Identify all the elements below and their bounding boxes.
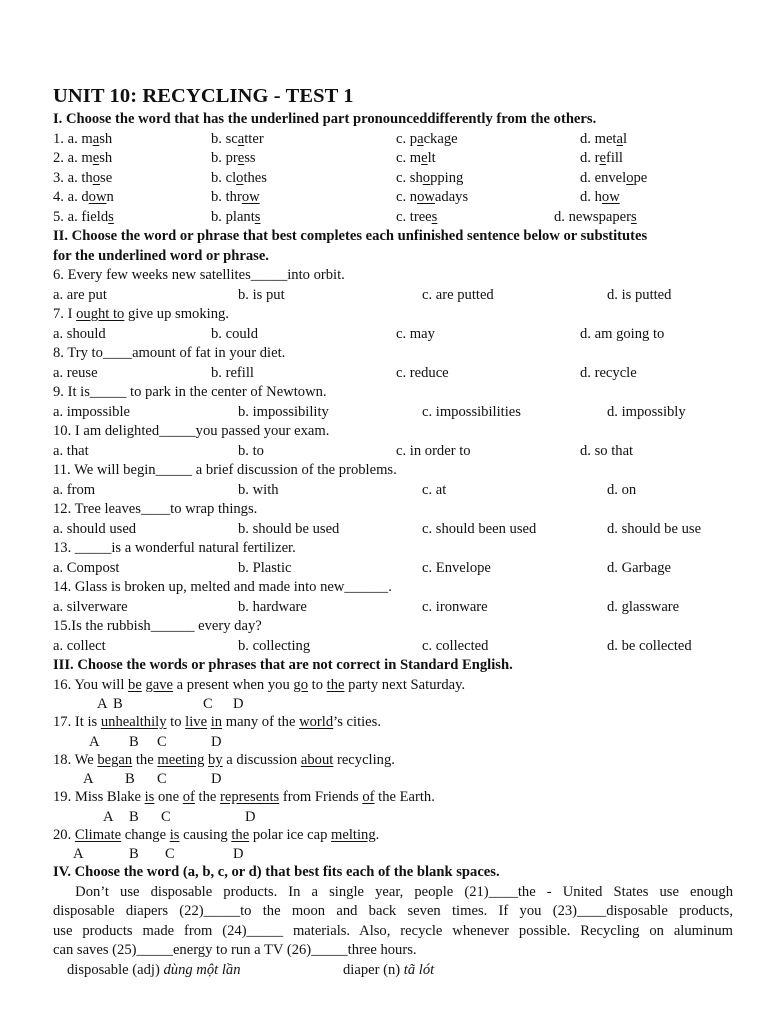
option: 5. a. fields [53,208,114,225]
option: a. from [53,481,96,498]
section-1-heading: I. Choose the word that has the underlined part pronounceddifferently from the others. [53,111,597,127]
label-a: A [83,771,94,787]
option: b. refill [211,364,254,381]
question: 7. I ought to give up smoking. [53,306,229,322]
option: b. plants [211,208,261,225]
answer-options [53,481,733,501]
option: c. collected [422,637,489,654]
label-a: A [97,696,108,712]
question: 10. I am delighted_____you passed your exam. [53,423,330,439]
option: b. collecting [238,637,311,654]
label-d: D [245,808,256,825]
option: d. is putted [607,286,672,303]
error-labels [53,845,733,863]
option: 4. a. down [53,189,114,205]
option: c. Envelope [422,559,491,576]
question: 11. We will begin_____ a brief discussion of the problems. [53,462,397,478]
option: d. newspapers [554,208,637,225]
section-2-heading [53,227,733,266]
label-b: B [129,846,139,862]
option: c. impossibilities [422,403,521,420]
label-d: D [233,696,244,712]
option: d. Garbage [607,559,672,576]
label-b: B [129,733,139,750]
section-1-rows [53,130,733,228]
label-c: C [157,733,167,750]
answer-options [53,598,733,618]
glossary-entry: disposable (adj) dùng một lần [67,961,241,978]
question: 8. Try to____amount of fat in your diet. [53,345,286,361]
option: b. press [211,150,256,166]
option: b. clothes [211,169,267,186]
label-d: D [211,733,222,750]
label-d: D [233,846,244,862]
option: c. trees [396,208,438,225]
section-3-heading: III. Choose the words or phrases that are not correct in Standard English. [53,657,513,673]
option: d. be collected [607,637,692,654]
label-a: A [89,733,100,750]
question: 9. It is_____ to park in the center of Newtown. [53,384,327,400]
pronunciation-row [53,208,733,228]
pronunciation-row [53,169,733,189]
option: c. reduce [396,364,449,381]
option: c. may [396,325,435,342]
option: b. to [238,442,264,459]
question: 12. Tree leaves____to wrap things. [53,501,258,517]
option: c. should been used [422,520,537,537]
option: d. how [580,189,620,205]
option: d. envelope [580,169,648,186]
label-c: C [203,696,213,712]
answer-options [53,364,733,384]
option: b. impossibility [238,403,329,420]
section-2-heading-line2: for the underlined word or phrase. [53,247,269,264]
page-title: UNIT 10: RECYCLING - TEST 1 [53,85,354,107]
question: 6. Every few weeks new satellites_____into orbit. [53,267,345,283]
answer-options [53,403,733,423]
option: b. Plastic [238,559,292,576]
paragraph-line: disposable diapers (22)_____to the moon and back seven times. If you (23)____disposable products, [53,903,733,919]
option: d. metal [580,130,628,147]
label-c: C [165,846,175,862]
pronunciation-row [53,149,733,169]
option: d. recycle [580,364,637,381]
option: a. impossible [53,403,131,420]
option: b. could [211,325,259,342]
label-a: A [73,846,84,862]
option: c. nowadays [396,189,469,205]
option: a. silverware [53,598,128,615]
answer-options [53,520,733,540]
option: c. melt [396,150,436,166]
label-a: A [103,808,114,825]
option: b. is put [238,286,285,303]
option: c. at [422,481,447,498]
error-sentence: 18. We began the meeting by a discussion about recycling. [53,751,395,768]
option: 1. a. mash [53,130,113,147]
section-3-items [53,676,733,864]
paragraph-line: Don’t use disposable products. In a single year, people (21)____the - United States use enough [53,883,733,900]
section-2-heading-line1: II. Choose the word or phrase that best completes each unfinished sentence below or substitutes [53,228,648,244]
option: c. in order to [396,442,471,459]
option: a. are put [53,286,107,303]
option: d. am going to [580,325,665,342]
option: a. Compost [53,559,120,576]
worksheet [53,82,733,979]
question: 14. Glass is broken up, melted and made into new______. [53,579,392,595]
answer-options [53,637,733,657]
option: 2. a. mesh [53,150,113,166]
answer-options [53,559,733,579]
error-sentence: 17. It is unhealthily to live in many of the world’s cities. [53,714,381,730]
pronunciation-row [53,130,733,150]
option: b. scatter [211,130,264,147]
option: d. refill [580,150,623,166]
error-sentence: 20. Climate change is causing the polar ice cap melting. [53,826,380,843]
option: a. should used [53,520,137,537]
label-b: B [129,808,139,825]
option: 3. a. those [53,169,113,186]
error-labels [53,770,733,788]
option: b. hardware [238,598,307,615]
option: b. should be used [238,520,340,537]
option: a. that [53,442,89,459]
answer-options [53,286,733,306]
section-2-questions [53,266,733,656]
option: a. collect [53,637,106,654]
section-4-heading: IV. Choose the word (a, b, c, or d) that best fits each of the blank spaces. [53,864,500,880]
label-d: D [211,771,222,787]
option: d. so that [580,442,634,459]
glossary [53,961,733,979]
option: b. throw [211,189,260,205]
error-labels [53,733,733,751]
option: b. with [238,481,279,498]
answer-options [53,442,733,462]
option: c. ironware [422,598,488,615]
question: 13. _____is a wonderful natural fertilizer. [53,540,296,556]
option: a. reuse [53,364,98,381]
label-c: C [161,808,171,825]
error-sentence: 16. You will be gave a present when you go to the party next Saturday. [53,676,466,693]
option: c. are putted [422,286,494,303]
label-b: B [125,771,135,787]
question: 15.Is the rubbish______ every day? [53,618,262,634]
paragraph-line: can saves (25)_____energy to run a TV (26)_____three hours. [53,942,417,958]
option: d. on [607,481,637,498]
error-labels [53,695,733,713]
option: d. impossibly [607,403,686,420]
option: d. glassware [607,598,680,615]
answer-options [53,325,733,345]
error-labels [53,808,733,826]
option: c. shopping [396,169,464,186]
option: c. package [396,130,458,147]
cloze-paragraph [53,883,733,961]
label-c: C [157,771,167,787]
paragraph-line: use products made from (24)_____ materials. Also, recycle whenever possible. Recycling on aluminum [53,922,733,939]
option: d. should be use [607,520,702,537]
option: a. should [53,325,106,342]
pronunciation-row [53,188,733,208]
label-b: B [113,696,123,712]
error-sentence: 19. Miss Blake is one of the represents from Friends of the Earth. [53,789,435,805]
glossary-entry: diaper (n) tã lót [343,961,435,978]
